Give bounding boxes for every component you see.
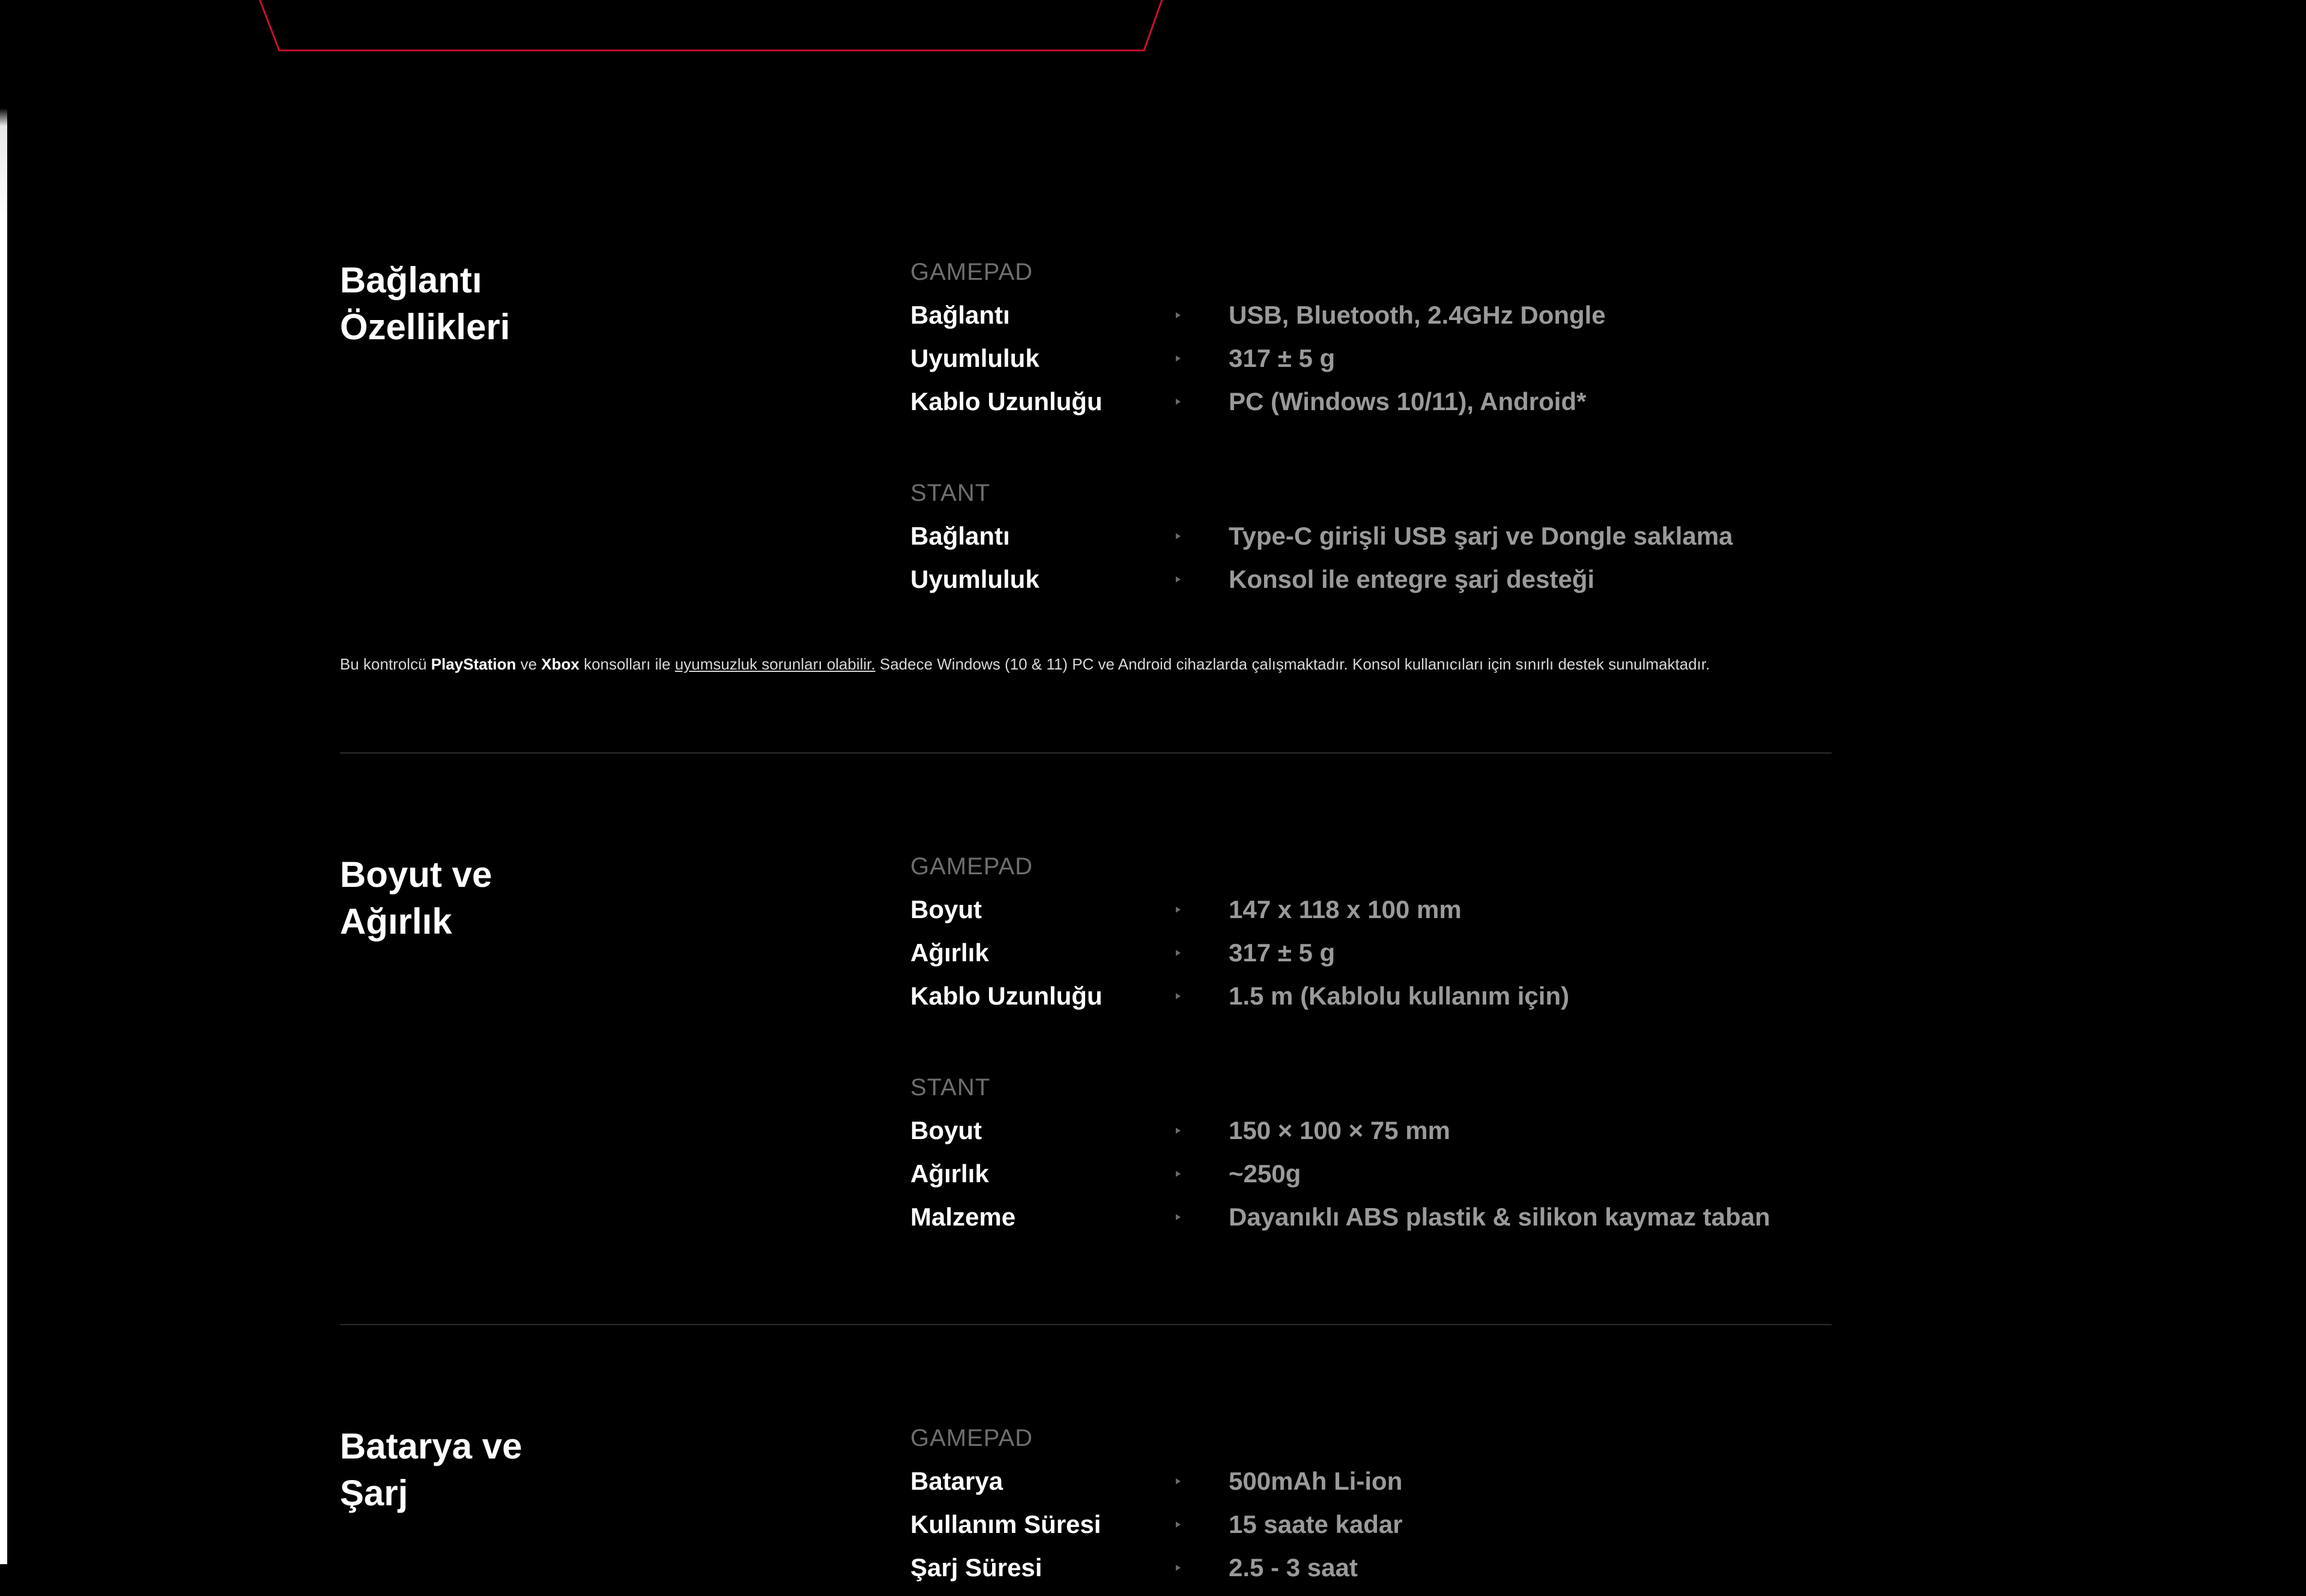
spec-key: Kablo Uzunluğu: [910, 387, 1103, 416]
spec-value: Konsol ile entegre şarj desteği: [1229, 565, 1595, 593]
spec-key: Kablo Uzunluğu: [910, 982, 1103, 1010]
connectivity-title-line1: Bağlantı: [340, 260, 482, 300]
caret-right-icon: [1176, 907, 1181, 913]
spec-key: Ağırlık: [910, 1159, 989, 1188]
caret-right-icon: [1176, 399, 1181, 405]
spec-value: Type-C girişli USB şarj ve Dongle saklama: [1229, 522, 1733, 550]
caret-right-icon: [1176, 576, 1181, 582]
group-label-stand: STANT: [910, 480, 991, 506]
section-divider: [340, 752, 1832, 754]
spec-key: Batarya: [910, 1467, 1003, 1495]
note-text-3: konsolları ile: [579, 655, 675, 673]
spec-key: Uyumluluk: [910, 565, 1040, 593]
caret-right-icon: [1176, 1522, 1181, 1528]
spec-row: [910, 938, 1832, 981]
note-text-2: ve: [516, 655, 542, 673]
dimensions-stand-group: [910, 1072, 1832, 1245]
spec-row: [910, 343, 1832, 387]
spec-value: 150 × 100 × 75 mm: [1229, 1116, 1450, 1144]
spec-row: [910, 1553, 1832, 1596]
spec-key: Uyumluluk: [910, 344, 1040, 372]
spec-key: Boyut: [910, 895, 982, 923]
spec-key: Şarj Süresi: [910, 1553, 1043, 1582]
caret-right-icon: [1176, 993, 1181, 999]
spec-key: Boyut: [910, 1116, 982, 1144]
compatibility-note: [340, 654, 1710, 674]
battery-title: [340, 1423, 700, 1517]
note-playstation: PlayStation: [431, 655, 516, 673]
section-divider: [340, 1324, 1832, 1325]
spec-row: [910, 564, 1832, 608]
caret-right-icon: [1176, 1128, 1181, 1134]
spec-row: [910, 1159, 1832, 1202]
dimensions-title-line2: Ağırlık: [340, 901, 452, 942]
caret-right-icon: [1176, 1478, 1181, 1484]
note-xbox: Xbox: [541, 655, 580, 673]
spec-value: Dayanıklı ABS plastik & silikon kaymaz taban: [1229, 1203, 1770, 1231]
incompatibility-link[interactable]: uyumsuzluk sorunları olabilir.: [674, 655, 876, 673]
spec-row: [910, 521, 1832, 564]
spec-row: [910, 300, 1832, 343]
spec-value: PC (Windows 10/11), Android*: [1229, 387, 1587, 416]
spec-row: [910, 1202, 1832, 1245]
spec-key: Bağlantı: [910, 301, 1010, 329]
dimensions-title-line1: Boyut ve: [340, 854, 492, 895]
caret-right-icon: [1176, 312, 1181, 318]
spec-value: 317 ± 5 g: [1229, 344, 1336, 372]
left-edge-strip: [0, 0, 7, 1564]
spec-row: [910, 1466, 1832, 1510]
connectivity-title-line2: Özellikleri: [340, 307, 510, 347]
spec-value: 1.5 m (Kablolu kullanım için): [1229, 982, 1570, 1010]
connectivity-gamepad-group: [910, 257, 1832, 430]
connectivity-title: [340, 257, 700, 351]
spec-key: Bağlantı: [910, 522, 1010, 550]
product-frame-outline: [252, 0, 1177, 54]
spec-value: USB, Bluetooth, 2.4GHz Dongle: [1229, 301, 1606, 329]
caret-right-icon: [1176, 1171, 1181, 1177]
caret-right-icon: [1176, 355, 1181, 361]
spec-key: Ağırlık: [910, 939, 989, 967]
spec-key: Malzeme: [910, 1203, 1016, 1231]
caret-right-icon: [1176, 1565, 1181, 1571]
group-label-gamepad: GAMEPAD: [910, 1425, 1033, 1451]
note-text-1: Bu kontrolcü: [340, 655, 431, 673]
battery-title-line1: Batarya ve: [340, 1426, 522, 1466]
spec-value: 317 ± 5 g: [1229, 939, 1336, 967]
spec-value: ~250g: [1229, 1159, 1301, 1188]
spec-value: 500mAh Li-ion: [1229, 1467, 1403, 1495]
spec-row: [910, 895, 1832, 938]
group-label-stand: STANT: [910, 1074, 991, 1101]
note-text-4: Sadece Windows (10 & 11) PC ve Android cihazlarda çalışmaktadır. Konsol kullanıcıları için sınırlı destek sunulmaktadır.: [875, 655, 1710, 673]
spec-value: 2.5 - 3 saat: [1229, 1553, 1358, 1582]
battery-title-line2: Şarj: [340, 1473, 408, 1513]
caret-right-icon: [1176, 950, 1181, 956]
battery-gamepad-group: [910, 1423, 1832, 1596]
caret-right-icon: [1176, 533, 1181, 539]
spec-key: Kullanım Süresi: [910, 1510, 1101, 1538]
dimensions-gamepad-group: [910, 851, 1832, 1024]
spec-row: [910, 1510, 1832, 1553]
connectivity-stand-group: [910, 478, 1832, 608]
spec-value: 147 x 118 x 100 mm: [1229, 895, 1462, 923]
dimensions-title: [340, 851, 700, 945]
spec-value: 15 saate kadar: [1229, 1510, 1403, 1538]
group-label-gamepad: GAMEPAD: [910, 853, 1033, 880]
spec-row: [910, 387, 1832, 430]
spec-row: [910, 1116, 1832, 1159]
caret-right-icon: [1176, 1214, 1181, 1220]
spec-row: [910, 981, 1832, 1024]
group-label-gamepad: GAMEPAD: [910, 259, 1033, 285]
